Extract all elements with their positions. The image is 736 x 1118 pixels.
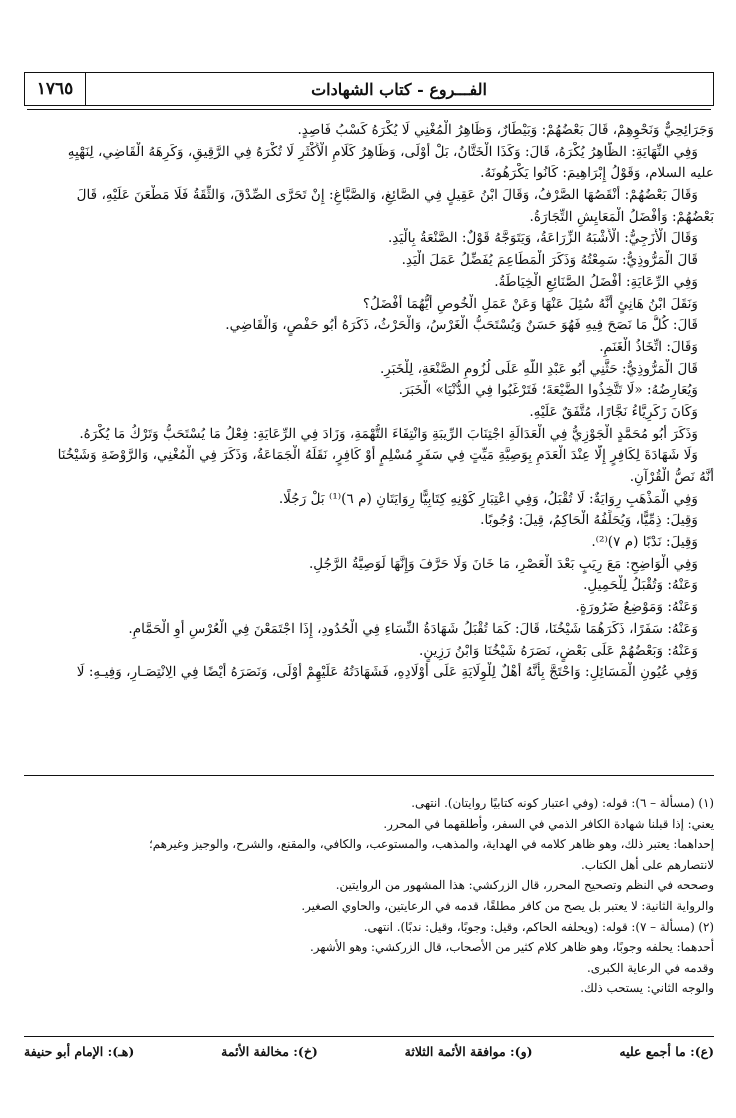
footnote-line: (٢) (مسألة – ٧): قوله: (ويحلفه الحاكم، وقيل: وجوبًا، وقيل: ندبًا). انتهى. bbox=[363, 919, 714, 934]
footnote-line: إحداهما: يعتبر ذلك، وهو ظاهر كلامه في الهداية، والمذهب، والمستوعب، والكافي، والمقنع، والشرح، والوجيز وغيرهم؛ bbox=[149, 837, 714, 852]
text-line: وَقِيلَ: ذِمِّيًّا، وَيُحَلِّفُهُ الْحَاكِمُ، قِيلَ: وُجُوبًا. bbox=[480, 512, 698, 529]
text-line: وَفِي الْوَاضِحِ: مَعَ رِيَبٍ بَعْدَ الْعَصْرِ، مَا خَانَ وَلَا حَرَّفَ وَإِنَّهَا لَوَصِيَّةُ الرَّجُلِ. bbox=[308, 555, 698, 572]
text-line: أَنَّهُ نَصُّ الْقُرْآنِ. bbox=[629, 469, 714, 485]
text-line: وَفِي الرِّعَايَةِ: أَفْضَلُ الصَّنَائِعِ الْخِيَاطَةُ. bbox=[494, 273, 698, 290]
legend-abu-hanifa: (هـ): الإمام أبو حنيفة bbox=[24, 1043, 135, 1059]
text-line: وَعَنْهُ: وَمَوْضِعُ ضَرُورَةٍ. bbox=[575, 599, 698, 616]
text-line: وَقَالَ: اتِّخَاذُ الْغَنَمِ. bbox=[599, 338, 698, 355]
footnotes bbox=[24, 793, 714, 999]
text-line: وَفِي عُيُونِ الْمَسَائِلِ: وَاحْتَجَّ بِأَنَّهُ أَهْلٌ لِلْوِلَايَةِ عَلَى أَوْلَادِهِ، فَشَهَادَتُهُ عَلَيْهِمْ أَوْلَى، وَنَصَرَهُ أَيْضًا فِي الِانْتِصَـارِ، وَفِيـهِ: لَا bbox=[76, 664, 698, 681]
text-line: عليه السلام، وَقَوْلُ إِبْرَاهِيمَ: كَانُوا يَكْرَهُونَهُ. bbox=[480, 165, 714, 182]
text-line: بَعْضُهُمْ: وَأَفْضَلُ الْمَعَايِشِ التِّجَارَةُ. bbox=[529, 208, 714, 225]
bottom-rule bbox=[24, 1036, 714, 1037]
legend-agreement: (و): موافقة الأئمة الثلاثة bbox=[404, 1043, 533, 1059]
legend-ijma: (ع): ما أجمع عليه bbox=[619, 1043, 714, 1059]
text-line: وَقِيلَ: نَدْبًا (م ٧)⁽²⁾. bbox=[591, 534, 698, 551]
text-line: قَالَ: كُلُّ مَا نَصَحَ فِيهِ فَهُوَ حَسَنٌ وَيُسْتَحَبُّ الْغَرْسُ، وَالْحَرْثُ، ذَكَرَهُ أَبُو حَفْصٍ، وَالْقَاضِي. bbox=[225, 317, 698, 334]
text-line: وَفِي الْمَذْهَبِ رِوَايَةٌ: لَا تُقْبَلُ، وَفِي اعْتِبَارِ كَوْنِهِ كِتَابِيًّا رِوَايَتَانِ (م ٦)⁽¹⁾ بَلْ رَجُلًا. bbox=[278, 490, 698, 507]
text-line: وَنَقَلَ ابْنُ هَانِئٍ أَنَّهُ سُئِلَ عَنْهَا وَعَنْ عَمَلِ الْخُوصِ أَيُّهُمَا أَفْضَلُ؟ bbox=[362, 295, 698, 312]
footnote-line: وصححه في النظم وتصحيح المحرر، قال الزركشي: هذا المشهور من الروايتين. bbox=[335, 878, 714, 893]
legend-disagreement: (خ): مخالفة الأئمة bbox=[221, 1043, 318, 1059]
footnote-line: يعني: إذا قبلنا شهادة الكافر الذمي في السفر، وأطلقهما في المحرر. bbox=[383, 816, 714, 831]
page-number: ١٧٦٥ bbox=[25, 73, 86, 105]
text-line: وَعَنْهُ: سَفَرًا، ذَكَرَهُمَا شَيْخُنَا، قَالَ: كَمَا تُقْبَلُ شَهَادَةُ النِّسَاءِ فِي الْحُدُودِ، إِذَا اجْتَمَعْنَ فِي الْعُرْسِ أَوِ الْحَمَّامِ. bbox=[128, 620, 698, 637]
text-line: قَالَ الْمَرُّوذِيُّ: حَثَّنِي أَبُو عَبْدِ اللَّهِ عَلَى لُزُومِ الصَّنْعَةِ، لِلْخَبَرِ. bbox=[379, 360, 698, 377]
text-line: وَعَنْهُ: وَبَعْضُهُمْ عَلَى بَعْضٍ، نَصَرَهُ شَيْخُنَا وَابْنُ رَزِينٍ. bbox=[419, 642, 698, 659]
footnote-line: أحدهما: يحلفه وجوبًا، وهو ظاهر كلام كثير من الأصحاب، قال الزركشي: وهو الأشهر. bbox=[309, 940, 714, 955]
footnote-line: والرواية الثانية: لا يعتبر بل يصح من كافر مطلقًا، قدمه في الرعايتين، والحاوي الصغير. bbox=[301, 898, 714, 913]
text-line: وَعَنْهُ: وَتُقْبَلُ لِلْحَمِيلِ. bbox=[583, 577, 698, 594]
text-line: وَقَالَ بَعْضُهُمْ: أَنْقَصُهَا الصَّرْفُ، وَقَالَ ابْنُ عَقِيلٍ فِي الصَّائِغِ، وَالصَّبَّاغِ: إِنْ تَحَرَّى الصِّدْقَ، وَالثِّقَةُ فَلَا مَطْعَنَ عَلَيْهِ، قَالَ bbox=[76, 187, 698, 204]
main-text bbox=[24, 120, 714, 684]
abbreviation-legend bbox=[24, 1038, 714, 1064]
text-line: وَيُعَارِضُهُ: «لَا تَتَّخِذُوا الضَّيْعَةَ؛ فَتَرْغَبُوا فِي الدُّنْيَا» الْخَبَرَ. bbox=[398, 382, 698, 399]
text-line: وَكَانَ زَكَرِيَّاءُ نَجَّارًا، مُتَّفَقٌ عَلَيْهِ. bbox=[529, 403, 698, 420]
footnote-line: لانتصارهم على أهل الكتاب. bbox=[580, 857, 714, 872]
footnote-line: والوجه الثاني: يستحب ذلك. bbox=[580, 981, 714, 996]
text-line: وَقَالَ الْأَزَجِيُّ: الْأَشْبَهُ الزِّرَاعَةُ، وَيَتَوَجَّهُ قَوْلٌ: الصَّنْعَةُ بِالْيَدِ. bbox=[387, 230, 698, 247]
footnote-line: (١) (مسألة – ٦): قوله: (وفي اعتبار كونه كتابيًا روايتان). انتهى. bbox=[411, 796, 714, 810]
page-header bbox=[24, 72, 714, 106]
text-line: وَجَرَائِحِيٌّ وَنَحْوِهِمْ، قَالَ بَعْضُهُمْ: وَبَيْطَارٌ، وَظَاهِرُ الْمُغْنِي لَا يُكْرَهُ كَسْبُ فَاصِدٍ. bbox=[297, 122, 714, 138]
footnote-line: وقدمه في الرعاية الكبرى. bbox=[587, 960, 714, 975]
text-line: وَفِي النِّهَايَةِ: الظَّاهِرُ يُكْرَهُ، قَالَ: وَكَذَا الْخَتَّانُ، بَلْ أَوْلَى، وَظَاهِرُ كَلَامِ الْأَكْثَرِ لَا تُكْرَهُ فِي الرَّقِيقِ، وَكَرِهَهُ الْقَاضِي، لِنَهْيِهِ bbox=[67, 143, 698, 160]
text-line: قَالَ الْمَرُّوذِيُّ: سَمِعْتُهُ وَذَكَرَ الْمَطَاعِمَ يُفَضِّلُ عَمَلَ الْيَدِ. bbox=[401, 252, 698, 269]
footnote-separator bbox=[24, 775, 714, 776]
text-line: وَذَكَرَ أَبُو مُحَمَّدٍ الْجَوْزِيُّ فِي الْعَدَالَةِ اجْتِنَابَ الرِّيبَةِ وَانْتِفَاءَ التُّهْمَةِ، وَزَادَ فِي الرِّعَايَةِ: فِعْلُ مَا يُسْتَحَبُّ وَتَرْكُ مَا يُكْرَهُ. bbox=[79, 425, 698, 442]
text-line: وَلَا شَهَادَةَ لِكَافِرٍ إِلَّا عِنْدَ الْعَدَمِ بِوَصِيَّةِ مَيِّتٍ فِي سَفَرٍ مُسْلِمٍ أَوْ كَافِرٍ، نَقَلَهُ الْجَمَاعَةُ، وَذَكَرَ فِي الْمُغْنِي، وَالرَّوْضَةِ وَشَيْخُنَا bbox=[57, 447, 698, 464]
running-title: الفـــروع - كتاب الشهادات bbox=[311, 79, 487, 99]
